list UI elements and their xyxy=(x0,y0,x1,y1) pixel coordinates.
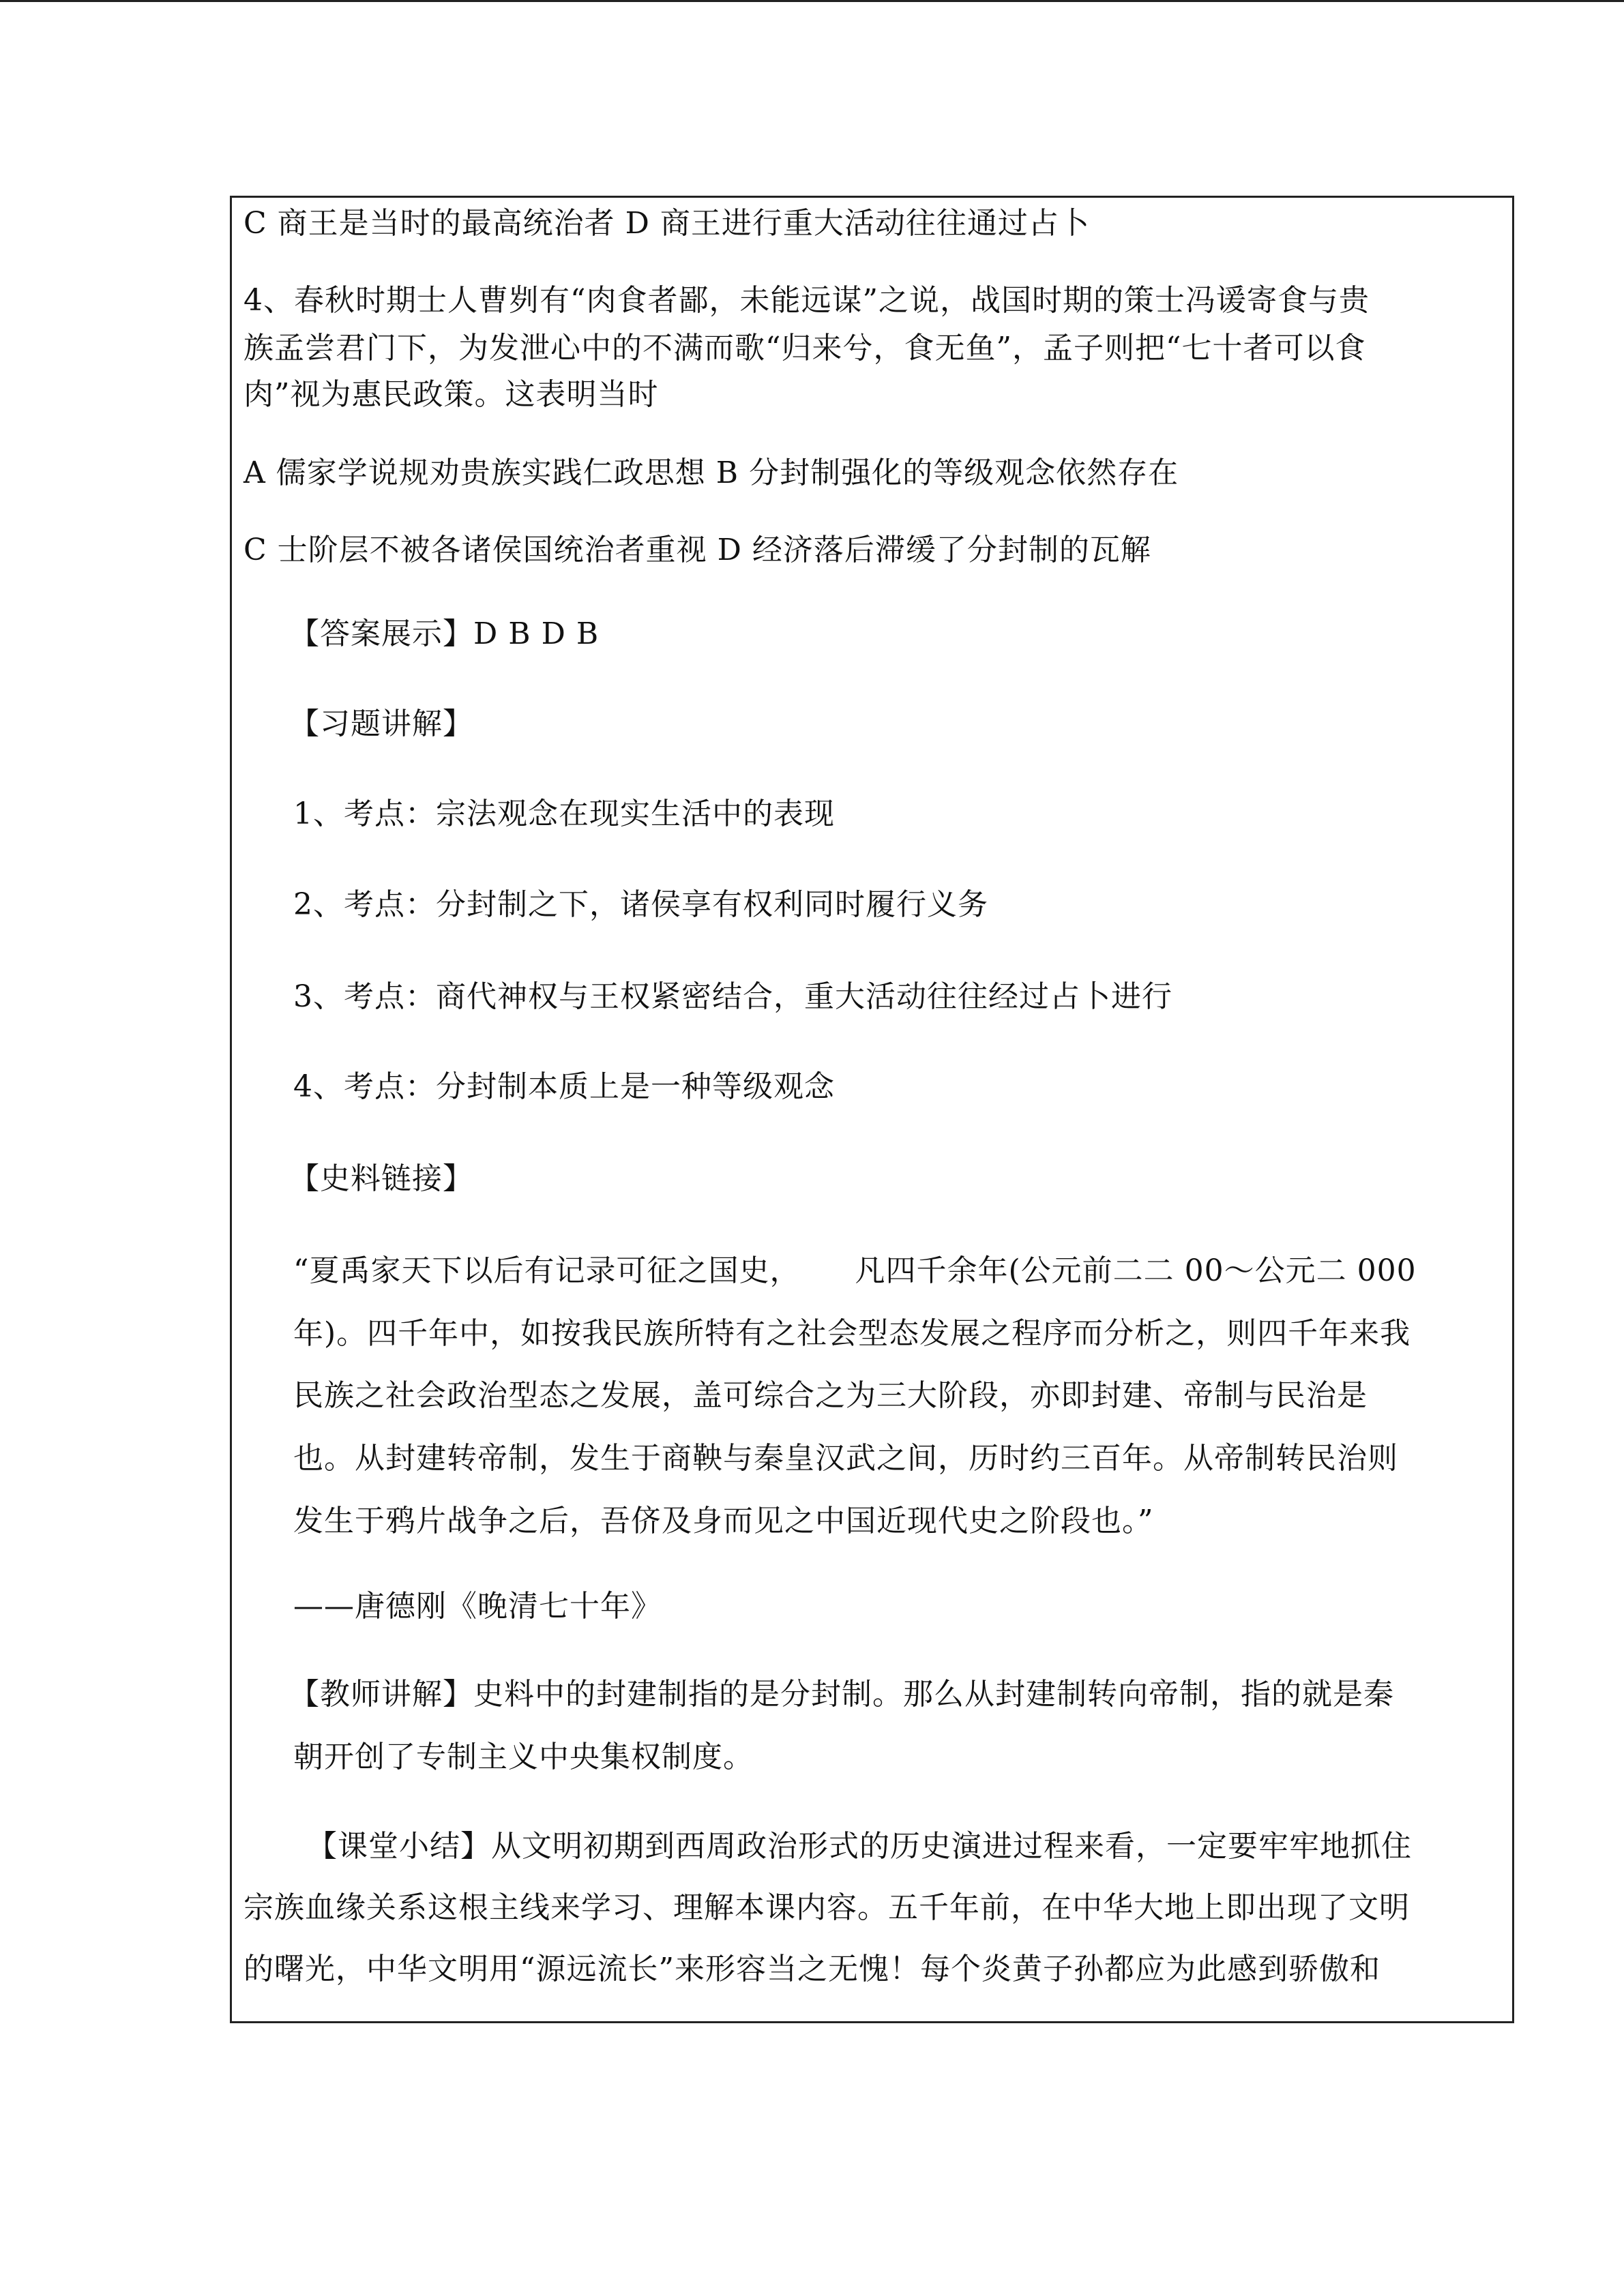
q4-options-ab: A 儒家学说规劝贵族实践仁政思想 B 分封制强化的等级观念依然存在 xyxy=(243,456,1179,490)
explanation-point-2: 2、考点：分封制之下，诸侯享有权利同时履行义务 xyxy=(293,887,988,922)
explanation-point-4: 4、考点：分封制本质上是一种等级观念 xyxy=(293,1069,835,1104)
q4-stem-line-2: 族孟尝君门下，为发泄心中的不满而歌“归来兮，食无鱼”，孟子则把“七十者可以食 xyxy=(243,331,1366,366)
summary-line-2: 宗族血缘关系这根主线来学习、理解本课内容。五千年前，在中华大地上即出现了文明 xyxy=(243,1890,1410,1925)
explanation-heading: 【习题讲解】 xyxy=(289,706,473,741)
source-quote-line-1 xyxy=(293,1253,1417,1288)
source-quote-line-3: 民族之社会政治型态之发展，盖可综合之为三大阶段，亦即封建、帝制与民治是 xyxy=(293,1378,1368,1413)
summary-line-1: 【课堂小结】从文明初期到西周政治形式的历史演进过程来看，一定要牢牢地抓住 xyxy=(307,1829,1412,1864)
explanation-point-1: 1、考点：宗法观念在现实生活中的表现 xyxy=(293,796,835,831)
source-quote-line-1b: 凡四千余年(公元前二二 00～公元二 000 xyxy=(855,1253,1417,1288)
q4-stem-line-1: 4、春秋时期士人曹刿有“肉食者鄙，未能远谋”之说，战国时期的策士冯谖寄食与贵 xyxy=(243,283,1370,318)
page-top-border xyxy=(0,0,1624,2)
summary-line-3: 的曙光，中华文明用“源远流长”来形容当之无愧！每个炎黄子孙都应为此感到骄傲和 xyxy=(243,1952,1381,1986)
source-quote-line-4: 也。从封建转帝制，发生于商鞅与秦皇汉武之间，历时约三百年。从帝制转民治则 xyxy=(293,1441,1398,1476)
teacher-note-line-1: 【教师讲解】史料中的封建制指的是分封制。那么从封建制转向帝制，指的就是秦 xyxy=(289,1677,1394,1712)
source-link-heading: 【史料链接】 xyxy=(289,1161,473,1196)
q4-options-cd: C 士阶层不被各诸侯国统治者重视 D 经济落后滞缓了分封制的瓦解 xyxy=(243,533,1151,567)
q4-stem-line-3: 肉”视为惠民政策。这表明当时 xyxy=(243,377,659,412)
source-quote-line-2: 年)。四千年中，如按我民族所特有之社会型态发展之程序而分析之，则四千年来我 xyxy=(293,1316,1411,1351)
teacher-note-line-2: 朝开创了专制主义中央集权制度。 xyxy=(293,1740,754,1774)
source-attribution: ——唐德刚《晚清七十年》 xyxy=(293,1589,662,1624)
explanation-point-3: 3、考点：商代神权与王权紧密结合，重大活动往往经过占卜进行 xyxy=(293,979,1172,1014)
source-quote-line-5: 发生于鸦片战争之后，吾侪及身而见之中国近现代史之阶段也。” xyxy=(293,1504,1154,1538)
source-quote-line-1a: “夏禹家天下以后有记录可征之国史， xyxy=(293,1253,801,1288)
q3-options-cd: C 商王是当时的最高统治者 D 商王进行重大活动往往通过占卜 xyxy=(243,206,1090,241)
answer-display: 【答案展示】D B D B xyxy=(289,616,600,651)
